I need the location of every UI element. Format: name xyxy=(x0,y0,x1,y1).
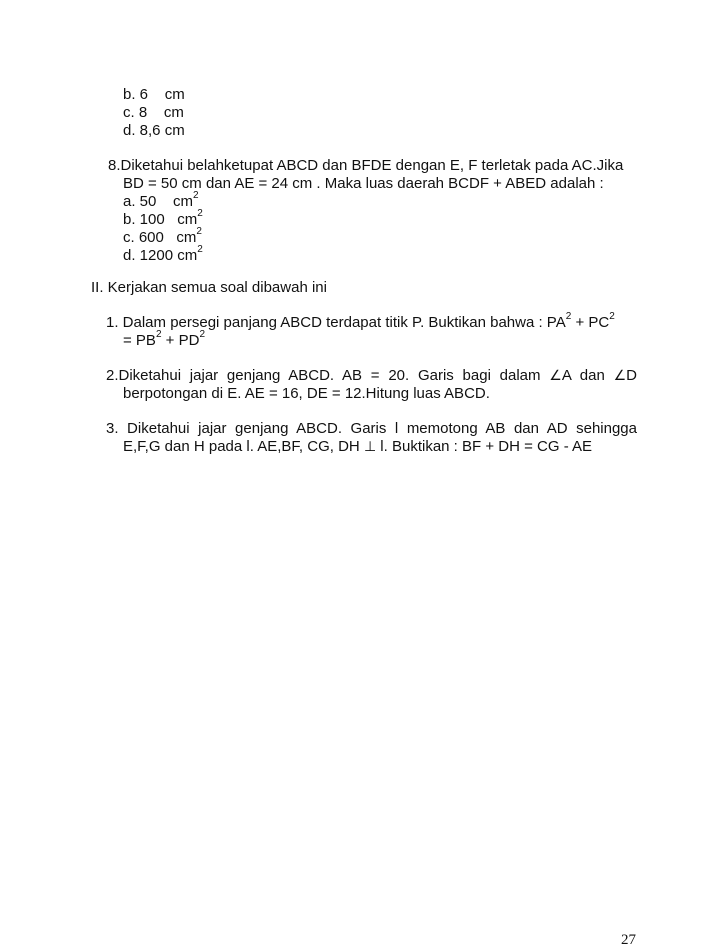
q8-option-d: d. 1200 $cm^2$ xyxy=(123,244,203,264)
q8-option-c: c. 600 $cm^2$ xyxy=(123,226,202,246)
q8-line-2: BD = 50 cm dan AE = 24 cm . Maka luas daerah BCDF + ABED adalah : xyxy=(123,175,604,192)
page-number: 27 xyxy=(621,932,636,948)
essay-q3-line-2: E,F,G dan H pada l. AE,BF, CG, DH ⊥ l. Buktikan : BF + DH = CG - AE xyxy=(123,438,593,455)
essay-q2-line-1: 2.Diketahui jajar genjang ABCD. AB = 20. Garis bagi dalam ∠A dan ∠D xyxy=(106,367,637,384)
q7-option-d: d. 8,6 cm xyxy=(123,122,185,139)
angle-symbol-a: ∠ xyxy=(549,368,562,384)
q8-option-b: b. 100 $cm^2$ xyxy=(123,208,203,228)
perpendicular-symbol: ⊥ xyxy=(363,439,377,455)
essay-q2-line-2: berpotongan di E. AE = 16, DE = 12.Hitung luas ABCD. xyxy=(123,385,490,402)
essay-q1-line-1: 1. Dalam persegi panjang ABCD terdapat titik P. Buktikan bahwa : $PA^2 + PC^2$ xyxy=(106,311,615,331)
q8-line-1: 8.Diketahui belahketupat ABCD dan BFDE dengan E, F terletak pada AC.Jika xyxy=(108,157,624,174)
angle-symbol-d: ∠ xyxy=(613,368,627,384)
essay-q1-line-2: = $PB^2 + PD^2$ xyxy=(123,329,205,349)
section-ii-heading: II. Kerjakan semua soal dibawah ini xyxy=(91,279,327,296)
q7-option-c: c. 8 cm xyxy=(123,104,184,121)
essay-q3-line-1: 3. Diketahui jajar genjang ABCD. Garis l memotong AB dan AD sehingga xyxy=(106,420,637,437)
q7-option-b: b. 6 cm xyxy=(123,86,185,103)
q8-option-a: a. 50 $cm^2$ xyxy=(123,190,199,210)
